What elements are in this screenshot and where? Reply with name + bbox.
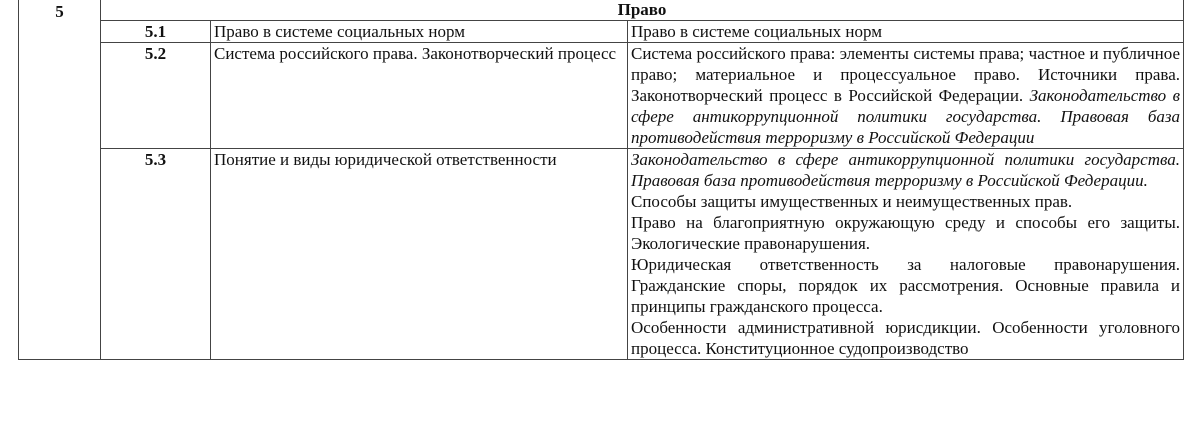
section-header-row (19, 0, 1184, 21)
content-paragraph-italic: Законодательство в сфере антикоррупционной политики государства. Правовая база противодействия терроризму в Российской Федерации. (631, 150, 1181, 190)
table-row (19, 43, 1184, 149)
section-number: 5 (19, 0, 101, 360)
topic-number: 5.1 (101, 21, 211, 43)
content-paragraph: Право в системе социальных норм (631, 22, 883, 41)
topic-number: 5.2 (101, 43, 211, 149)
section-title: Право (101, 0, 1184, 21)
topic-title: Понятие и виды юридической ответственности (211, 149, 628, 360)
content-paragraph: Юридическая ответственность за налоговые правонарушения. Гражданские споры, порядок их рассмотрения. Основные правила и принципы гражданского процесса. (631, 255, 1181, 316)
topic-title: Система российского права. Законотворческий процесс (211, 43, 628, 149)
table-row (19, 149, 1184, 360)
topic-title: Право в системе социальных норм (211, 21, 628, 43)
table-row (19, 21, 1184, 43)
topic-number: 5.3 (101, 149, 211, 360)
content-paragraph: Способы защиты имущественных и неимущественных прав. (631, 192, 1073, 211)
content-paragraph: Право на благоприятную окружающую среду и способы его защиты. Экологические правонарушения. (631, 213, 1181, 253)
content-paragraph: Особенности административной юрисдикции. Особенности уголовного процесса. Конституционное судопроизводство (631, 318, 1181, 358)
content-paragraph: Система российского права: элементы системы права; частное и публичное право; материальное и процессуальное право. Источники права. Законотворческий процесс в Российской Федерации. (631, 44, 1181, 105)
topic-content (628, 21, 1184, 43)
curriculum-table (18, 0, 1184, 360)
content-paragraph-italic: Законодательство в сфере антикоррупционной политики государства. Правовая база противодействия терроризму в Российской Федерации (631, 86, 1181, 147)
topic-content (628, 149, 1184, 360)
topic-content (628, 43, 1184, 149)
